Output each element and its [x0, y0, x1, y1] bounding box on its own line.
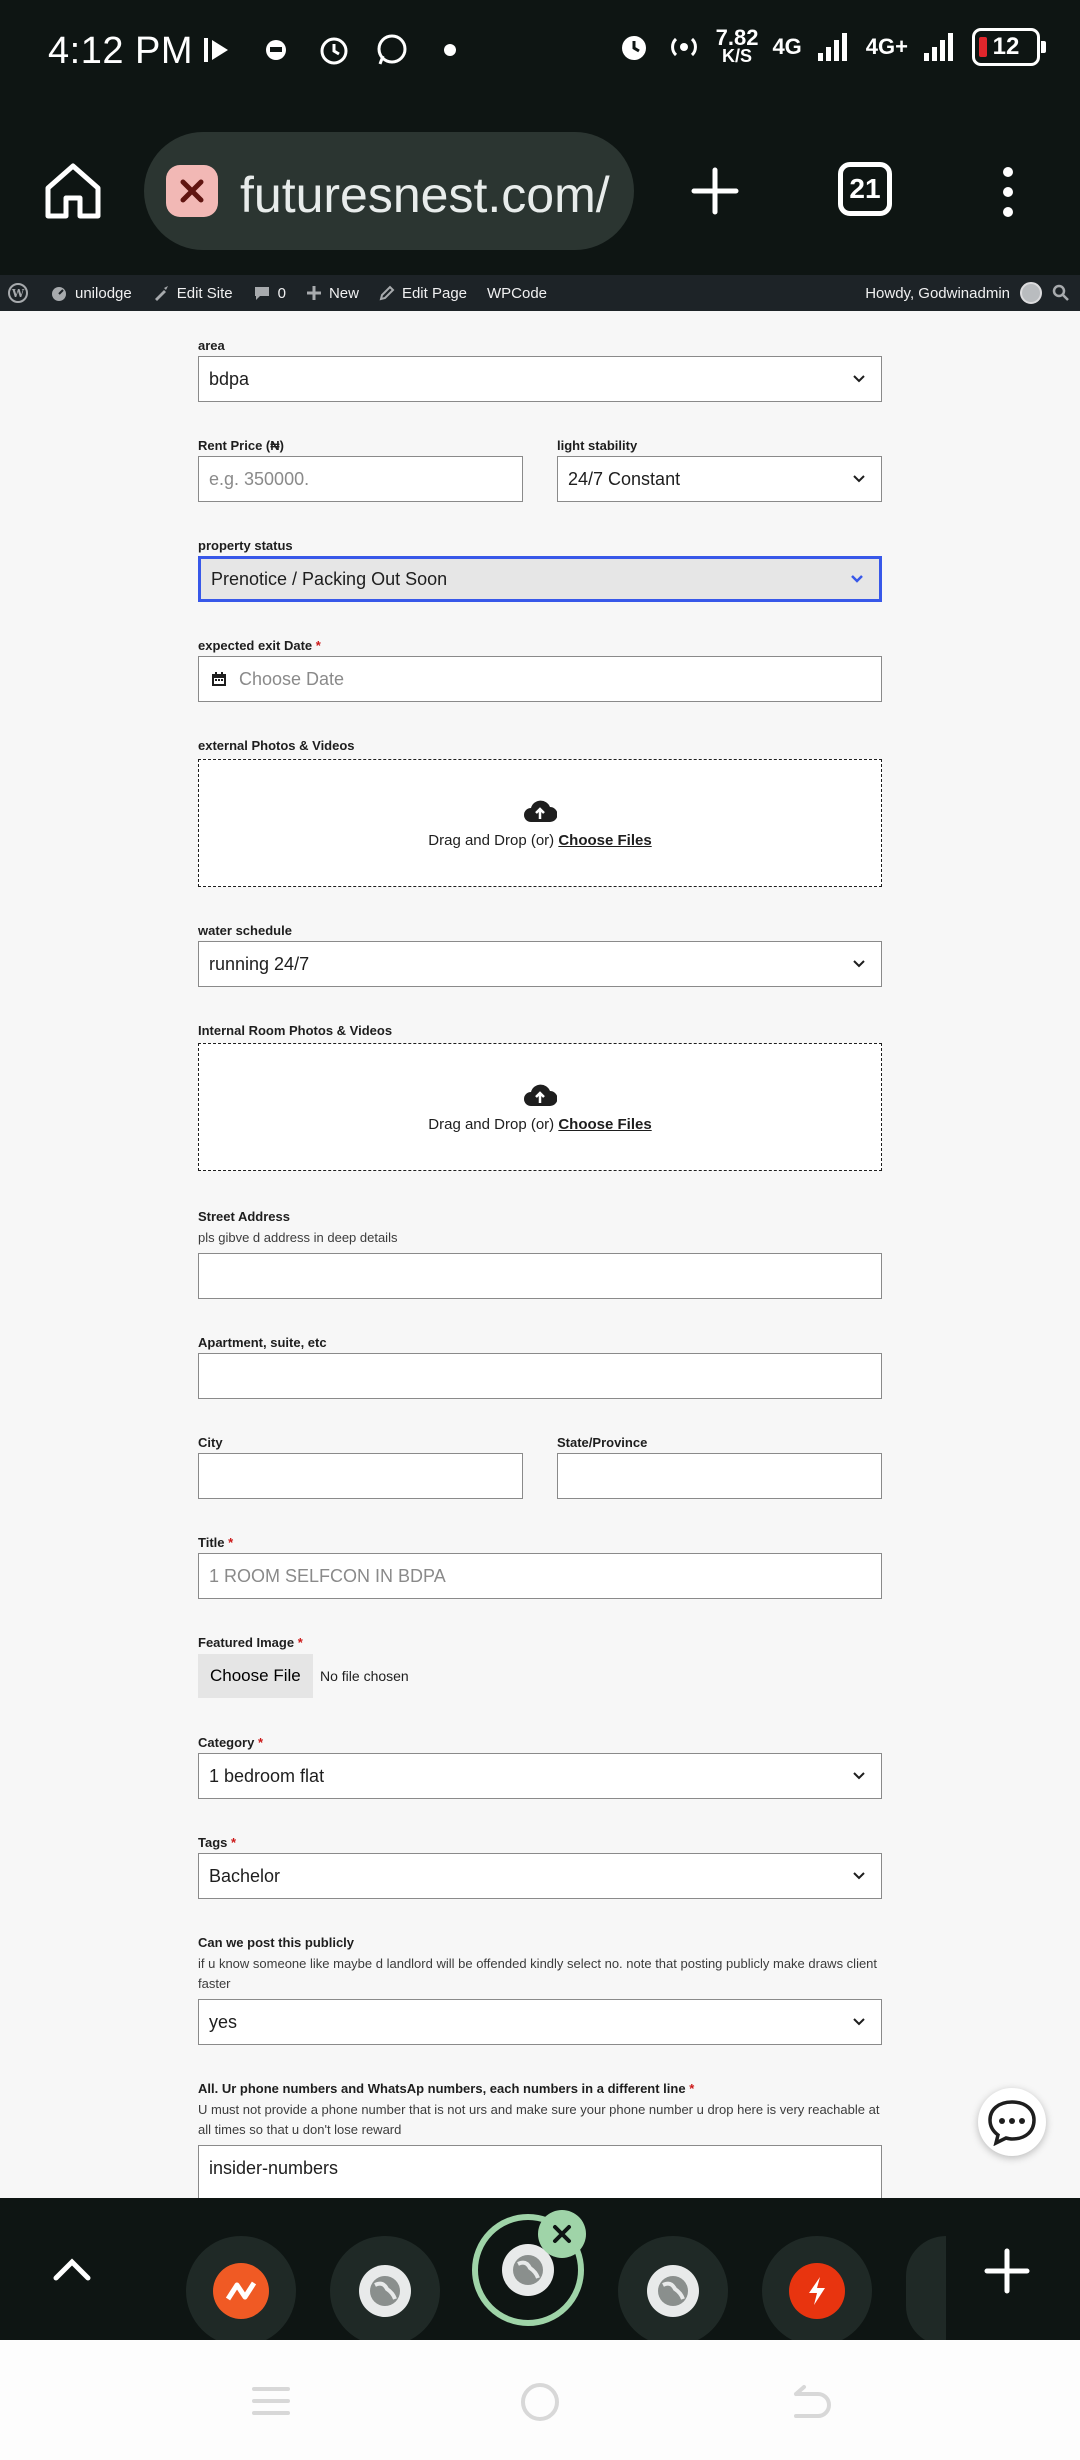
- hotspot-icon: [666, 29, 702, 65]
- close-tab-button[interactable]: [538, 2210, 586, 2258]
- external-photos-label: external Photos & Videos: [198, 738, 355, 753]
- chat-bubble-icon: [986, 2098, 1038, 2146]
- comments-count: 0: [277, 284, 286, 302]
- water-schedule-label: water schedule: [198, 923, 292, 938]
- chevron-down-icon: [851, 2014, 867, 2030]
- rent-price-input[interactable]: [198, 456, 523, 502]
- battery-level: 12: [992, 33, 1020, 60]
- svg-text:W: W: [11, 287, 25, 300]
- signal-icon: [922, 29, 958, 65]
- exit-date-label: expected exit Date *: [198, 638, 321, 653]
- pencil-icon: [379, 285, 395, 301]
- chevron-up-icon[interactable]: [52, 2256, 92, 2282]
- internal-photos-dropzone[interactable]: [198, 1043, 882, 1171]
- phone-numbers-description: U must not provide a phone number that is not urs and make sure your phone number u drop here is very reachable at all times so that u don't lose reward: [198, 2102, 880, 2137]
- site-name-label: unilodge: [75, 284, 132, 302]
- street-address-description: pls gibve d address in deep details: [198, 1230, 398, 1245]
- brush-icon: [152, 284, 170, 302]
- app-icon: [213, 2263, 269, 2319]
- property-status-select[interactable]: [198, 556, 882, 602]
- dashboard-icon: [50, 284, 68, 302]
- phone-numbers-value: insider-numbers: [209, 2158, 339, 2178]
- title-placeholder: 1 ROOM SELFCON IN BDPA: [209, 1565, 446, 1586]
- close-icon: [550, 2222, 574, 2246]
- edit-page-label: Edit Page: [401, 284, 467, 302]
- featured-image-label: Featured Image *: [198, 1635, 303, 1650]
- area-select[interactable]: [198, 356, 882, 402]
- file-status: No file chosen: [320, 1668, 409, 1684]
- post-publicly-select[interactable]: [198, 1999, 882, 2045]
- area-label: area: [198, 338, 225, 353]
- phone-numbers-label: All. Ur phone numbers and WhatsAp numbers, each numbers in a different line *: [198, 2081, 695, 2096]
- url-text[interactable]: futuresnest.com/: [240, 167, 610, 223]
- wp-wpcode[interactable]: [487, 285, 547, 302]
- globe-icon: [357, 2263, 413, 2319]
- dropzone-text: Drag and Drop (or): [428, 831, 555, 849]
- wpcode-label: WPCode: [487, 284, 548, 302]
- network-type-1: 4G: [772, 34, 802, 59]
- howdy-label: Howdy, Godwinadmin: [865, 284, 1010, 302]
- exit-date-input[interactable]: [198, 656, 882, 702]
- globe-icon: [645, 2263, 701, 2319]
- category-select[interactable]: [198, 1753, 882, 1799]
- home-nav-icon[interactable]: [518, 2380, 562, 2424]
- tab-thumb-4[interactable]: [618, 2236, 728, 2346]
- water-schedule-value: running 24/7: [209, 953, 310, 974]
- home-icon[interactable]: [40, 158, 106, 224]
- wp-admin-bar: [0, 275, 1080, 311]
- rent-price-label: Rent Price (₦): [198, 438, 284, 453]
- post-publicly-label: Can we post this publicly: [198, 1935, 355, 1950]
- tab-switcher-icon[interactable]: [838, 162, 892, 216]
- apartment-input[interactable]: [198, 1353, 882, 1399]
- tags-value: Bachelor: [209, 1865, 281, 1886]
- new-tab-icon[interactable]: [984, 2248, 1030, 2294]
- chevron-down-icon: [851, 471, 867, 487]
- choose-files-link[interactable]: Choose Files: [558, 1115, 652, 1133]
- wp-site-name[interactable]: [50, 284, 132, 302]
- property-status-label: property status: [198, 538, 293, 553]
- tab-count: 21: [849, 173, 881, 204]
- status-time: 4:12 PM: [48, 30, 194, 72]
- rent-price-placeholder: e.g. 350000.: [209, 468, 310, 489]
- edit-site-label: Edit Site: [176, 284, 233, 302]
- wp-new-content[interactable]: [306, 285, 359, 302]
- status-bar: [0, 0, 1080, 110]
- alarm-icon: [316, 32, 352, 68]
- light-stability-value: 24/7 Constant: [568, 468, 681, 489]
- chat-button[interactable]: [978, 2088, 1046, 2156]
- wp-comments[interactable]: [253, 284, 286, 302]
- title-label: Title *: [198, 1535, 234, 1550]
- area-value: bdpa: [209, 368, 250, 389]
- light-stability-label: light stability: [557, 438, 638, 453]
- wp-logo-menu[interactable]: [8, 283, 28, 303]
- new-tab-icon[interactable]: [690, 166, 740, 216]
- wp-edit-site[interactable]: [152, 284, 233, 302]
- light-stability-select[interactable]: [557, 456, 882, 502]
- phone-numbers-textarea[interactable]: [198, 2145, 882, 2198]
- dropzone-text: Drag and Drop (or): [428, 1115, 555, 1133]
- alarm-icon: [616, 29, 652, 65]
- app-icon: [789, 2263, 845, 2319]
- comment-icon: [253, 284, 271, 302]
- cloud-upload-icon: [523, 1082, 557, 1108]
- recents-icon[interactable]: [250, 2384, 292, 2418]
- chevron-down-icon: [851, 371, 867, 387]
- state-label: State/Province: [557, 1435, 648, 1450]
- search-icon[interactable]: [1052, 284, 1070, 302]
- calendar-icon: [211, 671, 227, 687]
- plus-icon: [306, 285, 322, 301]
- chevron-down-icon: [851, 1768, 867, 1784]
- tags-select[interactable]: [198, 1853, 882, 1899]
- address-bar[interactable]: [144, 132, 634, 250]
- post-publicly-description: if u know someone like maybe d landlord will be offended kindly select no. note that posting publicly make draws client faster: [198, 1956, 878, 1991]
- network-speed: 7.82 K/S: [715, 25, 759, 66]
- choose-file-button[interactable]: Choose File: [198, 1654, 313, 1698]
- cloud-upload-icon: [523, 798, 557, 824]
- status-notification-icons: [200, 32, 468, 68]
- property-status-value: Prenotice / Packing Out Soon: [211, 568, 448, 589]
- city-label: City: [198, 1435, 223, 1450]
- tags-label: Tags *: [198, 1835, 237, 1850]
- category-value: 1 bedroom flat: [209, 1765, 325, 1786]
- tab-thumb-2[interactable]: [330, 2236, 440, 2346]
- listing-form: [0, 311, 1080, 2198]
- apartment-label: Apartment, suite, etc: [198, 1335, 327, 1350]
- exit-date-placeholder: Choose Date: [239, 668, 345, 689]
- tab-thumb-1[interactable]: [186, 2236, 296, 2346]
- system-nav-bar: [0, 2340, 1080, 2460]
- title-input[interactable]: [198, 1553, 882, 1599]
- overflow-menu-icon[interactable]: [998, 166, 1018, 218]
- avatar: [1020, 282, 1042, 304]
- wp-account[interactable]: [865, 282, 1080, 304]
- dot-icon: [432, 32, 468, 68]
- browser-toolbar: [0, 110, 1080, 275]
- media-icon: [200, 32, 236, 68]
- external-photos-dropzone[interactable]: [198, 759, 882, 887]
- vpn-icon: [258, 32, 294, 68]
- battery-icon: [972, 28, 1040, 66]
- tab-thumb-6[interactable]: [906, 2236, 946, 2346]
- not-secure-icon[interactable]: [166, 165, 218, 217]
- state-input[interactable]: [557, 1453, 882, 1499]
- back-icon[interactable]: [790, 2384, 832, 2420]
- chevron-down-icon: [851, 956, 867, 972]
- water-schedule-select[interactable]: [198, 941, 882, 987]
- wp-edit-page[interactable]: [379, 285, 467, 302]
- new-label: New: [328, 284, 359, 302]
- street-address-label: Street Address: [198, 1209, 290, 1224]
- chevron-down-icon: [849, 571, 865, 587]
- network-type-2: 4G+: [865, 34, 908, 59]
- post-publicly-value: yes: [209, 2011, 238, 2032]
- whatsapp-icon: [374, 32, 410, 68]
- status-system-icons: [616, 25, 1040, 66]
- internal-photos-label: Internal Room Photos & Videos: [198, 1023, 393, 1038]
- tab-strip: [0, 2198, 1080, 2340]
- signal-icon: [816, 29, 852, 65]
- street-address-input[interactable]: [198, 1253, 882, 1299]
- chevron-down-icon: [851, 1868, 867, 1884]
- choose-files-link[interactable]: Choose Files: [558, 831, 652, 849]
- tab-thumb-5[interactable]: [762, 2236, 872, 2346]
- city-input[interactable]: [198, 1453, 523, 1499]
- category-label: Category *: [198, 1735, 264, 1750]
- wordpress-icon: [8, 283, 28, 303]
